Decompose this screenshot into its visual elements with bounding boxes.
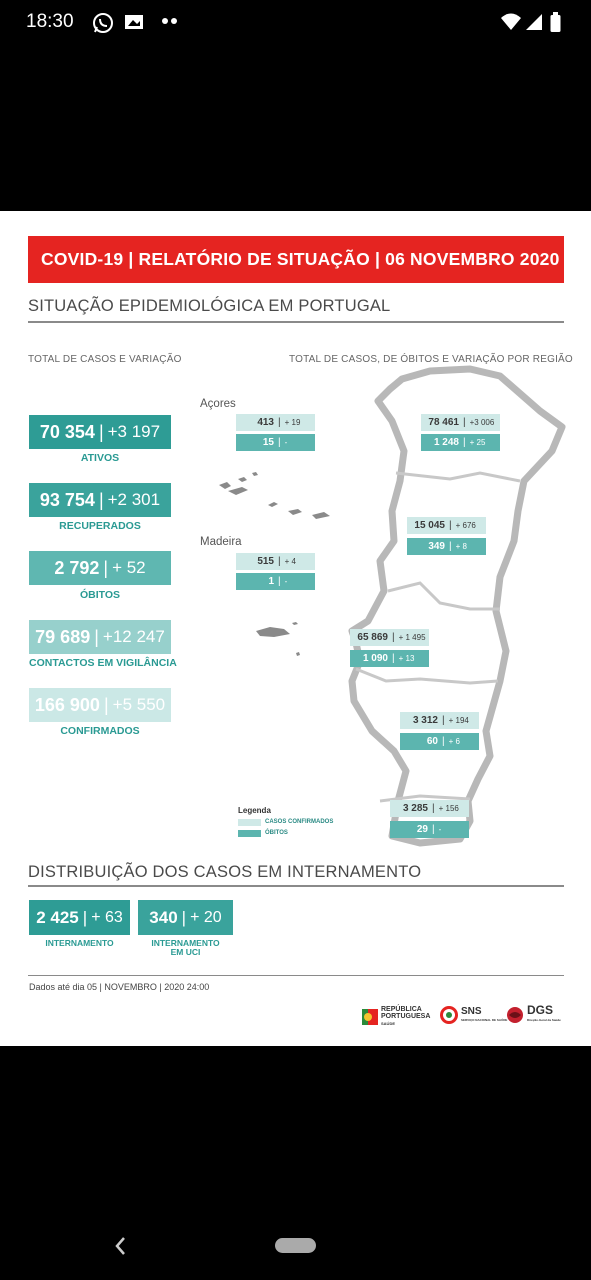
region-deaths-value: 1 <box>268 576 274 587</box>
stat-label-confirmados: CONFIRMADOS <box>60 725 140 737</box>
region-acores-deaths: 15 | - <box>236 434 315 451</box>
stat-label-internamento-uci <box>138 939 233 957</box>
region-cases-value: 65 869 <box>357 632 388 643</box>
region-deaths-var: - <box>438 825 442 834</box>
stat-delta: + 52 <box>112 558 146 577</box>
region-lvt-deaths: 1 090 | + 13 <box>350 650 429 667</box>
region-cases-var: + 194 <box>448 716 469 725</box>
stat-label-obitos: ÓBITOS <box>79 589 121 601</box>
logo-text: SNS <box>461 1005 482 1017</box>
stat-delta: +5 550 <box>112 695 166 714</box>
label-line2: EM UCI <box>170 947 201 957</box>
region-deaths-value: 349 <box>428 541 445 552</box>
stat-internamento: 2 425 | + 63 <box>29 900 130 935</box>
region-norte-deaths: 1 248 | + 25 <box>421 434 500 451</box>
stat-value: 2 792 <box>54 557 100 578</box>
madeira-islands <box>256 622 300 656</box>
region-deaths-var: + 8 <box>455 542 467 551</box>
logo-text: SAÚDE <box>381 1021 396 1026</box>
logo-text: Direção-Geral da Saúde <box>527 1018 561 1022</box>
region-cases-value: 3 312 <box>412 715 438 726</box>
label-line1: INTERNAMENTO <box>151 938 220 948</box>
subhead-regions: TOTAL DE CASOS, DE ÓBITOS E VARIAÇÃO POR REGIÃO <box>289 354 573 365</box>
region-algarve-deaths: 29 | - <box>390 821 469 838</box>
region-alentejo-deaths: 60 | + 6 <box>400 733 479 750</box>
sns-emblem-icon <box>440 1006 458 1024</box>
stat-value: 2 425 <box>36 907 79 927</box>
legend-swatch-cases <box>238 819 261 826</box>
stat-delta: +3 197 <box>107 422 161 441</box>
stat-value: 93 754 <box>39 489 95 510</box>
region-madeira-cases: 515 | + 4 <box>236 553 315 570</box>
region-cases-var: + 1 495 <box>398 633 426 642</box>
region-algarve-cases: 3 285 | + 156 <box>390 800 469 817</box>
acores-islands <box>219 472 330 519</box>
region-deaths-var: + 25 <box>469 438 486 447</box>
section-title-internamento: DISTRIBUIÇÃO DOS CASOS EM INTERNAMENTO <box>28 863 422 881</box>
footer-divider <box>28 975 564 976</box>
region-deaths-var: - <box>284 438 288 447</box>
region-deaths-value: 1 248 <box>433 437 459 448</box>
battery-icon <box>550 12 562 34</box>
stat-internamento-uci: 340 | + 20 <box>138 900 233 935</box>
data-footnote: Dados até dia 05 | NOVEMBRO | 2020 24:00 <box>29 982 210 992</box>
back-icon[interactable] <box>113 1234 127 1258</box>
more-notifications-icon <box>160 14 180 28</box>
stat-label-ativos: ATIVOS <box>80 452 120 464</box>
region-cases-var: + 4 <box>284 557 296 566</box>
stat-delta: + 20 <box>190 908 222 926</box>
stat-obitos: 2 792 | + 52 <box>29 551 171 585</box>
region-cases-var: +3 006 <box>469 418 495 427</box>
stat-label-contactos: CONTACTOS EM VIGILÂNCIA <box>29 657 177 669</box>
region-cases-var: + 156 <box>438 804 459 813</box>
region-alentejo-cases: 3 312 | + 194 <box>400 712 479 729</box>
label-line1: INTERNAMENTO <box>45 938 114 948</box>
region-cases-value: 3 285 <box>402 803 428 814</box>
region-lvt-cases: 65 869 | + 1 495 <box>350 629 429 646</box>
signal-icon <box>524 12 544 32</box>
home-pill-button[interactable] <box>275 1238 316 1253</box>
stat-recuperados: 93 754 | +2 301 <box>29 483 171 517</box>
logo-text: DGS <box>527 1003 554 1017</box>
stat-contactos: 79 689 | +12 247 <box>29 620 171 654</box>
subhead-total-cases: TOTAL DE CASOS E VARIAÇÃO <box>28 354 182 365</box>
label-madeira: Madeira <box>200 536 242 548</box>
legend-label-cases: CASOS CONFIRMADOS <box>265 819 334 825</box>
section-divider <box>28 885 564 887</box>
stat-delta: +2 301 <box>107 490 161 509</box>
stat-value: 79 689 <box>35 626 91 647</box>
region-cases-value: 78 461 <box>428 417 459 428</box>
republica-portuguesa-logo <box>362 1006 430 1027</box>
dgs-logo <box>505 1003 561 1024</box>
status-time: 18:30 <box>26 11 74 32</box>
region-cases-value: 413 <box>257 417 274 428</box>
region-acores-cases: 413 | + 19 <box>236 414 315 431</box>
region-centro-deaths: 349 | + 8 <box>407 538 486 555</box>
region-deaths-value: 29 <box>416 824 428 835</box>
report-title: COVID-19 | RELATÓRIO DE SITUAÇÃO | 06 NOVEMBRO 2020 <box>28 236 564 283</box>
label-acores: Açores <box>200 398 236 410</box>
legend-swatch-deaths <box>238 830 261 837</box>
wifi-icon <box>500 12 522 32</box>
stat-confirmados: 166 900 | +5 550 <box>29 688 171 722</box>
region-cases-var: + 676 <box>455 521 476 530</box>
region-deaths-var: + 13 <box>398 654 415 663</box>
region-deaths-value: 1 090 <box>362 653 388 664</box>
flag-emblem-icon <box>362 1007 378 1027</box>
logo-text: SERVIÇO NACIONAL DE SAÚDE <box>461 1017 508 1022</box>
stat-label-recuperados: RECUPERADOS <box>59 520 141 532</box>
stat-delta: +12 247 <box>102 627 165 646</box>
dgs-emblem-icon <box>505 1006 525 1024</box>
stat-value: 70 354 <box>39 421 95 442</box>
status-bar <box>0 0 591 46</box>
gallery-icon <box>124 12 146 32</box>
legend-title: Legenda <box>238 806 271 815</box>
sns-logo <box>440 1006 507 1024</box>
region-deaths-var: - <box>284 577 288 586</box>
region-cases-var: + 19 <box>284 418 301 427</box>
stat-ativos: 70 354 | +3 197 <box>29 415 171 449</box>
stat-delta: + 63 <box>91 908 123 926</box>
logo-text: PORTUGUESA <box>381 1013 431 1020</box>
whatsapp-icon <box>92 12 114 34</box>
stat-value: 166 900 <box>34 694 100 715</box>
region-cases-value: 515 <box>257 556 274 567</box>
region-deaths-value: 15 <box>262 437 274 448</box>
region-deaths-value: 60 <box>426 736 438 747</box>
report-image <box>0 211 591 1046</box>
region-deaths-var: + 6 <box>448 737 460 746</box>
stat-value: 340 <box>149 907 178 927</box>
region-norte-cases: 78 461 | +3 006 <box>421 414 500 431</box>
region-cases-value: 15 045 <box>414 520 445 531</box>
stat-label-internamento <box>29 939 130 948</box>
region-madeira-deaths: 1 | - <box>236 573 315 590</box>
region-centro-cases: 15 045 | + 676 <box>407 517 486 534</box>
legend-label-deaths: ÓBITOS <box>265 830 288 836</box>
logo-text: REPÚBLICA <box>381 1006 422 1013</box>
section-title-epidemiologic: SITUAÇÃO EPIDEMIOLÓGICA EM PORTUGAL <box>28 297 391 315</box>
